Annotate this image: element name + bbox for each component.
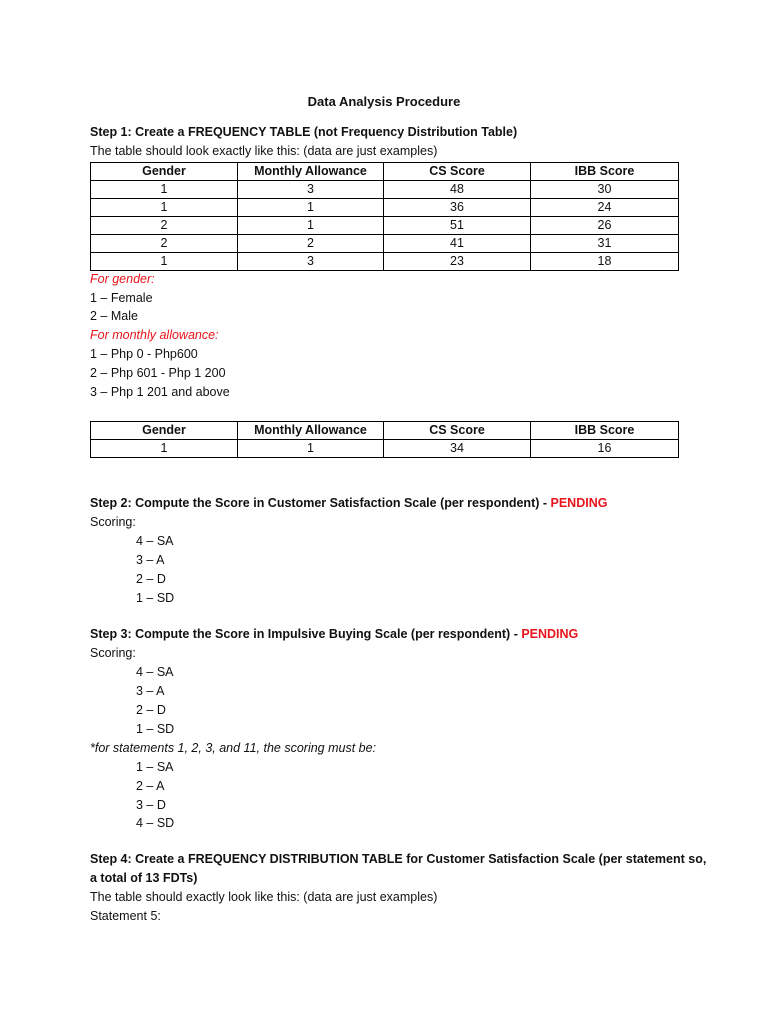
table-cell: 1: [238, 440, 384, 458]
table-cell: 36: [384, 199, 531, 217]
step3-heading-text: Step 3: Compute the Score in Impulsive Buying Scale (per respondent) -: [90, 627, 522, 641]
table-cell: 41: [384, 235, 531, 253]
header-cs-score: CS Score: [384, 422, 531, 440]
table-row: [91, 440, 679, 458]
step3-heading: [90, 626, 578, 643]
table-cell: 3: [238, 181, 384, 199]
table-cell: 2: [91, 217, 238, 235]
table-cell: 1: [238, 217, 384, 235]
header-cs-score: CS Score: [384, 163, 531, 181]
allowance-legend-item: 1 – Php 0 - Php600: [90, 347, 198, 361]
scoring-item: 1 – SD: [136, 591, 175, 605]
table-cell: 1: [238, 199, 384, 217]
table-row: [91, 217, 679, 235]
table-cell: 1: [91, 199, 238, 217]
table-cell: 23: [384, 253, 531, 271]
reverse-scoring-item: 3 – D: [136, 798, 166, 812]
frequency-table-single-row: [90, 421, 679, 458]
scoring-label: Scoring:: [90, 646, 136, 660]
frequency-table-example: [90, 162, 679, 271]
table-cell: 30: [531, 181, 679, 199]
step4-heading-line2: a total of 13 FDTs): [90, 871, 198, 885]
scoring-item: 1 – SD: [136, 722, 175, 736]
table-cell: 26: [531, 217, 679, 235]
table-cell: 16: [531, 440, 679, 458]
table-row: [91, 253, 679, 271]
table-cell: 2: [238, 235, 384, 253]
reverse-scoring-item: 2 – A: [136, 779, 165, 793]
pending-badge: PENDING: [521, 627, 579, 641]
header-monthly-allowance: Monthly Allowance: [238, 422, 384, 440]
table-cell: 31: [531, 235, 679, 253]
table-cell: 2: [91, 235, 238, 253]
step1-heading: Step 1: Create a FREQUENCY TABLE (not Frequency Distribution Table): [90, 125, 518, 139]
step2-heading-text: Step 2: Compute the Score in Customer Satisfaction Scale (per respondent) -: [90, 496, 551, 510]
step2-heading: [90, 495, 607, 512]
header-monthly-allowance: Monthly Allowance: [238, 163, 384, 181]
reverse-scoring-item: 1 – SA: [136, 760, 174, 774]
table-cell: 1: [91, 181, 238, 199]
gender-legend-item: 2 – Male: [90, 309, 138, 323]
gender-legend-item: 1 – Female: [90, 291, 153, 305]
header-gender: Gender: [91, 163, 238, 181]
table-row: [91, 181, 679, 199]
header-gender: Gender: [91, 422, 238, 440]
table-cell: 24: [531, 199, 679, 217]
allowance-legend-item: 3 – Php 1 201 and above: [90, 385, 230, 399]
table-cell: 1: [91, 253, 238, 271]
reverse-scoring-note: *for statements 1, 2, 3, and 11, the scoring must be:: [90, 741, 377, 755]
table-cell: 1: [91, 440, 238, 458]
step1-note: The table should look exactly like this: (data are just examples): [90, 144, 438, 158]
page-title: Data Analysis Procedure: [307, 94, 461, 109]
table-cell: 51: [384, 217, 531, 235]
header-ibb-score: IBB Score: [531, 163, 679, 181]
table-cell: 34: [384, 440, 531, 458]
table-cell: 3: [238, 253, 384, 271]
reverse-scoring-item: 4 – SD: [136, 816, 175, 830]
allowance-legend-item: 2 – Php 601 - Php 1 200: [90, 366, 226, 380]
table-cell: 48: [384, 181, 531, 199]
gender-legend-label: For gender:: [90, 272, 155, 286]
step4-note: The table should exactly look like this: (data are just examples): [90, 890, 438, 904]
scoring-label: Scoring:: [90, 515, 136, 529]
scoring-item: 2 – D: [136, 572, 166, 586]
table-row: [91, 235, 679, 253]
table-header-row: [91, 163, 679, 181]
table-cell: 18: [531, 253, 679, 271]
table-header-row: [91, 422, 679, 440]
scoring-item: 4 – SA: [136, 534, 174, 548]
allowance-legend-label: For monthly allowance:: [90, 328, 219, 342]
scoring-item: 3 – A: [136, 684, 165, 698]
scoring-item: 2 – D: [136, 703, 166, 717]
scoring-item: 3 – A: [136, 553, 165, 567]
scoring-item: 4 – SA: [136, 665, 174, 679]
pending-badge: PENDING: [550, 496, 608, 510]
step4-heading-line1: Step 4: Create a FREQUENCY DISTRIBUTION TABLE for Customer Satisfaction Scale (per statement so,: [90, 852, 707, 866]
header-ibb-score: IBB Score: [531, 422, 679, 440]
statement-label: Statement 5:: [90, 909, 161, 923]
table-row: [91, 199, 679, 217]
